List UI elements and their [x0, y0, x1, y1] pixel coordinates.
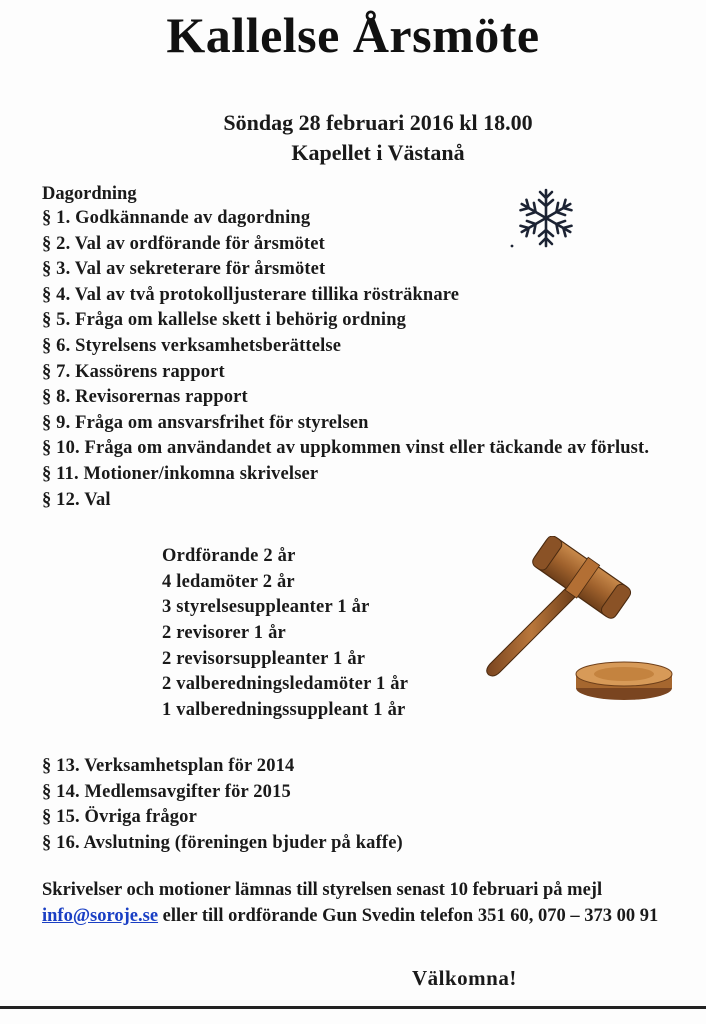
- agenda-item-9: § 9. Fråga om ansvarsfrihet för styrelsen: [42, 412, 369, 433]
- election-item: 1 valberedningssuppleant 1 år: [162, 700, 406, 721]
- election-item: Ordförande 2 år: [162, 546, 296, 566]
- agenda-item-16: § 16. Avslutning (föreningen bjuder på kaffe): [42, 832, 403, 853]
- closing-text: [42, 878, 706, 929]
- email-link[interactable]: info@soroje.se: [42, 905, 159, 926]
- election-item: 2 valberedningsledamöter 1 år: [162, 674, 409, 695]
- election-list: [162, 544, 408, 724]
- agenda-item-15: § 15. Övriga frågor: [42, 807, 197, 828]
- agenda-item-10: § 10. Fråga om användandet av uppkommen vinst eller täckande av förlust.: [42, 438, 650, 459]
- closing-text-before: Skrivelser och motioner lämnas till styrelsen senast 10 februari på mejl: [42, 880, 603, 900]
- election-item: 2 revisorer 1 år: [162, 623, 286, 644]
- agenda-item-11: § 11. Motioner/inkomna skrivelser: [42, 464, 319, 485]
- agenda-item-2: § 2. Val av ordförande för årsmötet: [42, 233, 325, 254]
- agenda-heading: Dagordning: [42, 184, 137, 204]
- election-item: 2 revisorsuppleanter 1 år: [162, 648, 366, 669]
- agenda-item-12: § 12. Val: [42, 489, 111, 510]
- agenda-item-1: § 1. Godkännande av dagordning: [42, 208, 311, 228]
- election-item: 4 ledamöter 2 år: [162, 571, 295, 592]
- agenda-item-5: § 5. Fråga om kallelse skett i behörig ordning: [42, 310, 407, 331]
- page-title: Kallelse Årsmöte: [166, 7, 540, 63]
- agenda-list-continued: [42, 754, 403, 856]
- agenda-item-7: § 7. Kassörens rapport: [42, 361, 225, 382]
- welcome-text: Välkomna!: [412, 966, 517, 990]
- gavel-icon: [480, 536, 676, 702]
- agenda-item-14: § 14. Medlemsavgifter för 2015: [42, 781, 291, 802]
- bottom-divider: [0, 1006, 706, 1009]
- agenda-item-13: § 13. Verksamhetsplan för 2014: [42, 756, 295, 776]
- closing-text-after: eller till ordförande Gun Svedin telefon 351 60, 070 – 373 00 91: [158, 905, 659, 926]
- agenda-item-4: § 4. Val av två protokolljusterare tillika rösträknare: [42, 284, 460, 305]
- agenda-item-8: § 8. Revisorernas rapport: [42, 387, 248, 408]
- agenda-item-3: § 3. Val av sekreterare för årsmötet: [42, 259, 326, 280]
- agenda-list: [42, 206, 702, 513]
- agenda-item-6: § 6. Styrelsens verksamhetsberättelse: [42, 335, 342, 356]
- election-item: 3 styrelsesuppleanter 1 år: [162, 597, 370, 618]
- meeting-date: Söndag 28 februari 2016 kl 18.00: [223, 110, 533, 135]
- meeting-place: Kapellet i Västanå: [291, 140, 465, 165]
